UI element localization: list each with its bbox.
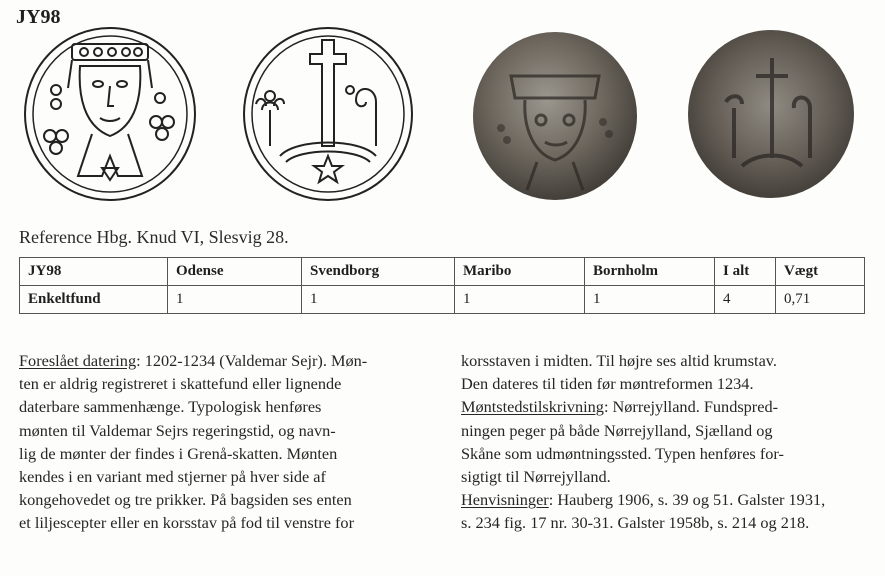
text-line: ningen peger på både Nørrejylland, Sjælland og — [461, 420, 773, 440]
text-line — [461, 395, 863, 418]
text-column-right — [461, 349, 863, 535]
text-line: ten er aldrig registreret i skattefund eller lignende — [19, 374, 342, 394]
text-span: : 1202-1234 (Valdemar Sejr). Møn- — [136, 351, 368, 370]
table-cell: 1 — [455, 286, 585, 314]
table-row — [20, 286, 865, 314]
text-span: : Hauberg 1906, s. 39 og 51. Galster 1931, — [548, 490, 826, 510]
table-header-cell: Vægt — [776, 258, 865, 286]
reverse-drawing — [240, 26, 416, 202]
table-header-cell: Bornholm — [585, 258, 715, 286]
text-line: et liljescepter eller en korsstav på fod til venstre for — [19, 513, 354, 533]
text-line: korsstaven i midten. Til højre ses altid krumstav. — [461, 351, 777, 370]
obverse-photo — [471, 30, 639, 202]
text-line: mønten til Valdemar Sejrs regeringstid, og navn- — [19, 420, 336, 440]
find-table — [19, 257, 865, 314]
table-header-cell: Odense — [168, 258, 302, 286]
table-cell: 1 — [168, 286, 302, 314]
table-header-cell: JY98 — [20, 258, 168, 286]
reverse-photo — [686, 28, 856, 200]
table-header-cell: Maribo — [455, 258, 585, 286]
text-line: s. 234 fig. 17 nr. 30-31. Galster 1958b, s. 214 og 218. — [461, 513, 810, 533]
table-header-cell: I alt — [715, 258, 776, 286]
text-line: lig de mønter der findes i Grenå-skatten. Mønten — [19, 443, 338, 463]
text-column-left — [19, 349, 421, 535]
table-cell: 0,71 — [776, 286, 865, 314]
text-line — [461, 488, 863, 511]
text-line: sigtigt til Nørrejylland. — [461, 467, 611, 487]
coin-code-label: JY98 — [16, 6, 61, 28]
section-label: Foreslået datering — [19, 351, 137, 370]
text-line: daterbare sammenhænge. Typologisk henføres — [19, 397, 322, 417]
table-cell: 4 — [715, 286, 776, 314]
table-header-row — [20, 258, 865, 286]
table-cell: 1 — [585, 286, 715, 314]
section-label: Henvisninger — [461, 490, 549, 510]
table-cell: Enkeltfund — [20, 286, 168, 314]
text-span: : Nørrejylland. Fundspred- — [603, 397, 779, 417]
text-line: Den dateres til tiden før møntreformen 1234. — [461, 374, 754, 394]
table-cell: 1 — [302, 286, 455, 314]
text-line: Skåne som udmøntningssted. Typen henføres for- — [461, 443, 784, 463]
text-line: kendes i en variant med stjerner på hver side af — [19, 467, 326, 487]
obverse-drawing — [22, 26, 198, 202]
reference-line: Reference Hbg. Knud VI, Slesvig 28. — [19, 227, 289, 247]
text-line — [19, 349, 421, 372]
table-header-cell: Svendborg — [302, 258, 455, 286]
section-label: Møntstedstilskrivning — [461, 397, 604, 417]
text-line: kongehovedet og tre prikker. På bagsiden ses enten — [19, 490, 352, 510]
